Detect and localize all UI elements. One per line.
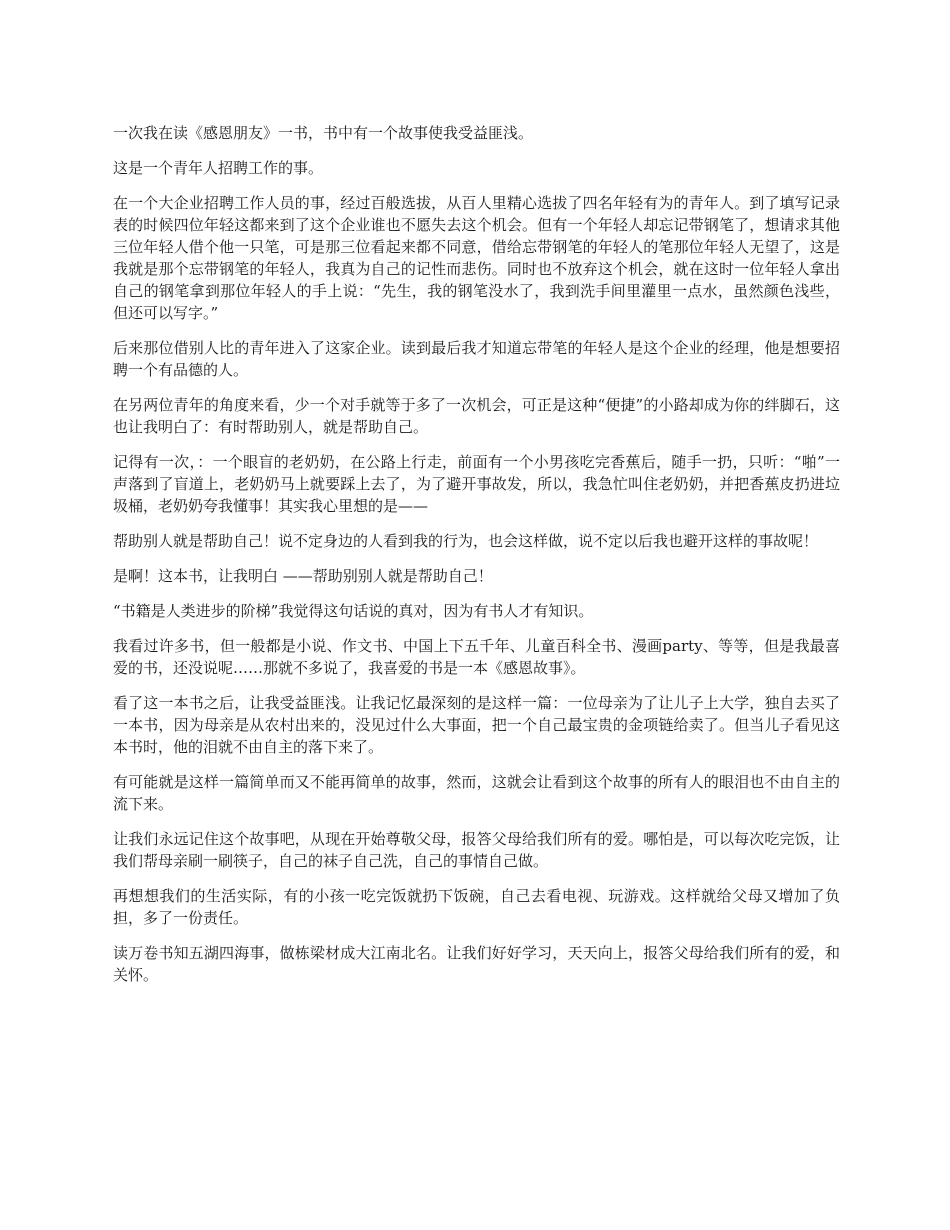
paragraph-14: 再想想我们的生活实际，有的小孩一吃完饭就扔下饭碗，自己去看电视、玩游戏。这样就给父母又增加了负担，多了一份责任。 <box>113 887 840 927</box>
paragraph-5: 在另两位青年的角度来看，少一个对手就等于多了一次机会，可正是这种“便捷”的小路却成为你的绊脚石，这也让我明白了：有时帮助别人，就是帮助自己。 <box>113 396 840 436</box>
paragraph-7: 帮助别人就是帮助自己！说不定身边的人看到我的行为，也会这样做，说不定以后我也避开这样的事故呢！ <box>113 532 819 550</box>
paragraph-8: 是啊！这本书，让我明白 ——帮助别别人就是帮助自己！ <box>113 567 493 585</box>
paragraph-12: 有可能就是这样一篇简单而又不能再简单的故事，然而，这就会让看到这个故事的所有人的眼泪也不由自主的流下来。 <box>113 773 840 813</box>
paragraph-11: 看了这一本书之后，让我受益匪浅。让我记忆最深刻的是这样一篇：一位母亲为了让儿子上大学，独自去买了一本书，因为母亲是从农村出来的，没见过什么大事面，把一个自己最宝贵的金项链给卖了。但当儿子看见这本书时，他的泪就不由自主的落下来了。 <box>113 694 840 756</box>
paragraph-10: 我看过许多书，但一般都是小说、作文书、中国上下五千年、儿童百科全书、漫画party、等等，但是我最喜爱的书，还没说呢……那就不多说了，我喜爱的书是一本《感恩故事》。 <box>113 637 840 677</box>
paragraph-13: 让我们永远记住这个故事吧，从现在开始尊敬父母，报答父母给我们所有的爱。哪怕是，可以每次吃完饭，让我们帮母亲刷一刷筷子，自己的袜子自己洗，自己的事情自己做。 <box>113 830 840 870</box>
document-page <box>113 122 840 999</box>
paragraph-15: 读万卷书知五湖四海事，做栋梁材成大江南北名。让我们好好学习，天天向上，报答父母给我们所有的爱，和关怀。 <box>113 944 840 984</box>
paragraph-2: 这是一个青年人招聘工作的事。 <box>113 159 324 177</box>
paragraph-1: 一次我在读《感恩朋友》一书，书中有一个故事使我受益匪浅。 <box>113 124 534 142</box>
paragraph-6: 记得有一次，：一个眼盲的老奶奶，在公路上行走，前面有一个小男孩吃完香蕉后，随手一扔，只听：“啪”一声落到了盲道上，老奶奶马上就要踩上去了，为了避开事故发，所以，我急忙叫住老奶奶，并把香蕉皮扔进垃圾桶，老奶奶夸我懂事！其实我心里想的是—— <box>113 453 840 515</box>
paragraph-3: 在一个大企业招聘工作人员的事，经过百般选拔，从百人里精心选拔了四名年轻有为的青年人。到了填写记录表的时候四位年轻这都来到了这个企业谁也不愿失去这个机会。但有一个年轻人却忘记带钢笔了，想请求其他三位年轻人借个他一只笔，可是那三位看起来都不同意，借给忘带钢笔的年轻人的笔那位年轻人无望了，这是我就是那个忘带钢笔的年轻人，我真为自己的记性而悲伤。同时也不放弃这个机会，就在这时一位年轻人拿出自己的钢笔拿到那位年轻人的手上说：“先生，我的钢笔没水了，我到洗手间里灌里一点水，虽然颜色浅些，但还可以写字。” <box>113 194 840 322</box>
paragraph-4: 后来那位借别人比的青年进入了这家企业。读到最后我才知道忘带笔的年轻人是这个企业的经理，他是想要招聘一个有品德的人。 <box>113 339 840 379</box>
paragraph-9: “书籍是人类进步的阶梯”我觉得这句话说的真对，因为有书人才有知识。 <box>113 602 594 620</box>
